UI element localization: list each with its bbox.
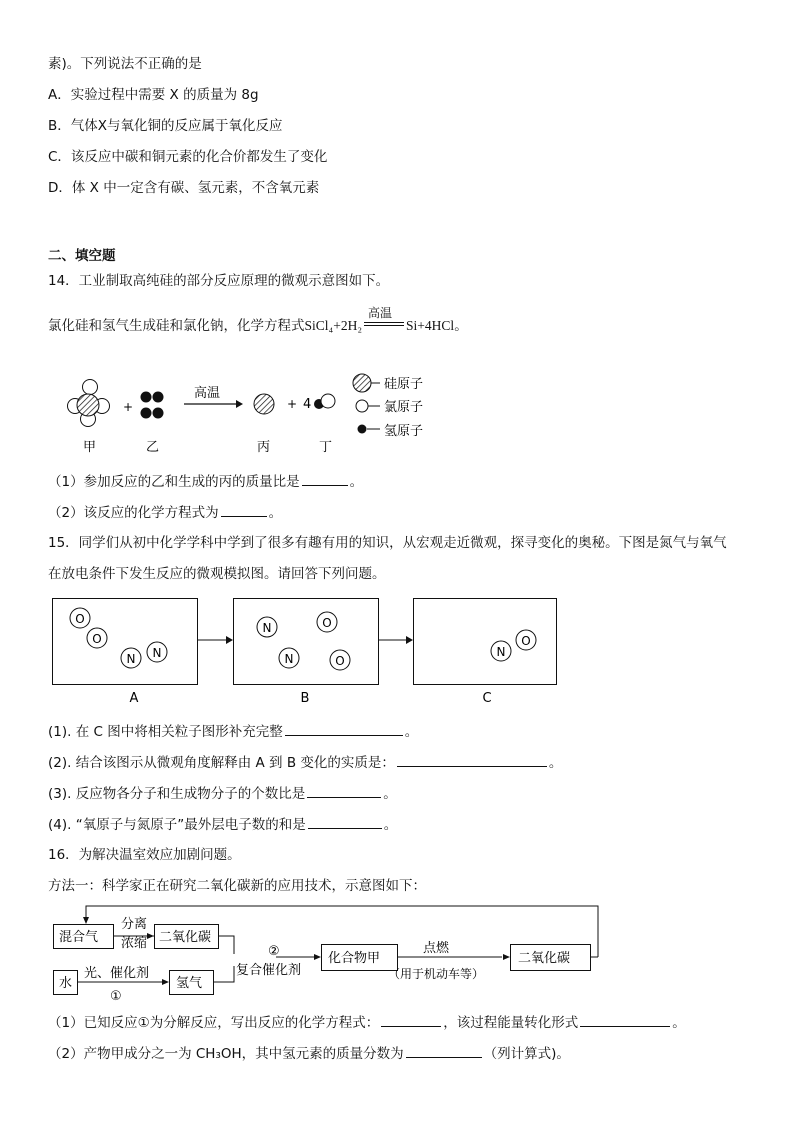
coef-4: 4 <box>303 397 312 412</box>
q16-sub1-blank-1[interactable] <box>381 1013 441 1027</box>
q14-eq-end: 。 <box>454 318 468 334</box>
arrow-icon <box>147 933 154 939</box>
atom-o: O <box>521 634 531 648</box>
ignite-label: 点燃 <box>423 941 450 956</box>
atom-n: N <box>262 621 272 635</box>
q14-eq-condition <box>362 306 406 330</box>
reaction-arrow-icon <box>184 400 243 408</box>
legend <box>353 374 423 439</box>
q16-sub1: （1）已知反应①为分解反应，写出反应的化学方程式： ，该过程能量转化形式 。 <box>48 1015 686 1031</box>
legend-si: 硅原子 <box>384 377 424 392</box>
q14-sub1: （1）参加反应的乙和生成的丙的质量比是 。 <box>48 474 364 490</box>
arrow-icon <box>379 636 413 644</box>
q15-sub4-blank[interactable] <box>308 815 382 829</box>
separate-label: 分离 <box>121 917 148 932</box>
co2-label-1: 二氧化碳 <box>159 930 212 945</box>
box-b <box>234 599 379 685</box>
atom-n: N <box>496 645 506 659</box>
sicl4-molecule <box>68 380 110 427</box>
q14-sub2: （2）该反应的化学方程式为 。 <box>48 505 283 521</box>
composite-catalyst-label: 复合催化剂 <box>236 963 302 978</box>
q15-stem-2: 在放电条件下发生反应的微观模拟图。请回答下列问题。 <box>48 566 386 582</box>
label-yi: 乙 <box>146 440 160 455</box>
q13-option-c: C．该反应中碳和铜元素的化合价都发生了变化 <box>48 149 328 165</box>
q16-stem: 16．为解决温室效应加剧问题。 <box>48 847 241 863</box>
q14-sub2-blank[interactable] <box>221 503 267 517</box>
section-title: 二、填空题 <box>48 248 116 264</box>
arrow-icon <box>83 917 89 924</box>
atom-n: N <box>284 652 294 666</box>
q13-option-b: B．气体X与氧化铜的反应属于氧化反应 <box>48 118 283 134</box>
vehicle-label: （用于机动车等） <box>388 967 485 981</box>
q14-sub1-blank[interactable] <box>302 472 348 486</box>
arrow-icon <box>314 954 321 960</box>
q14-particle-diagram <box>60 368 460 464</box>
h-legend-icon <box>358 425 367 434</box>
atom-o: O <box>92 632 102 646</box>
q15-sub1-blank[interactable] <box>285 722 403 736</box>
q15-sub1: (1). 在 C 图中将相关粒子图形补充完整 。 <box>48 724 419 740</box>
q16-sub1-blank-2[interactable] <box>580 1013 670 1027</box>
atom-o: O <box>335 654 345 668</box>
compound-label: 化合物甲 <box>328 951 381 966</box>
hcl-molecule <box>314 394 335 409</box>
q16-flow-diagram <box>48 900 608 1005</box>
arrow-icon <box>198 636 233 644</box>
arrow-icon <box>503 954 510 960</box>
atom-n: N <box>152 646 162 660</box>
q16-sub2: （2）产物甲成分之一为 CH₃OH，其中氢元素的质量分数为 （列计算式)。 <box>48 1046 570 1062</box>
si-legend-icon <box>353 374 371 392</box>
concentrate-label: 浓缩 <box>121 936 148 951</box>
mix-gas-label: 混合气 <box>59 930 99 945</box>
water-label: 水 <box>59 976 73 991</box>
q14-eq-cond-text: 高温 <box>368 306 393 320</box>
step-1-label: ① <box>110 989 122 1004</box>
legend-h: 氢原子 <box>384 424 424 439</box>
q14-eq-prefix: 氯化硅和氢气生成硅和氯化钠，化学方程式 <box>48 318 305 334</box>
atom-o: O <box>75 612 85 626</box>
q15-sub4: (4). “氧原子与氮原子”最外层电子数的和是 。 <box>48 817 398 833</box>
plus-2: + <box>287 397 298 411</box>
si-atom <box>254 394 274 414</box>
q14-stem: 14．工业制取高纯硅的部分反应原理的微观示意图如下。 <box>48 273 390 289</box>
step-2-label: ② <box>268 944 280 959</box>
box-a-label: A <box>129 691 139 706</box>
h2-label: 氢气 <box>176 976 203 991</box>
q13-option-a: A．实验过程中需要 X 的质量为 8g <box>48 87 259 103</box>
q16-sub2-blank[interactable] <box>406 1044 482 1058</box>
q14-eq-left: SiCl₄+2H₂ <box>304 318 363 333</box>
q14-arrow-label: 高温 <box>194 386 221 401</box>
atom-n: N <box>126 652 136 666</box>
label-ding: 丁 <box>319 440 333 455</box>
h2-molecules <box>141 392 164 419</box>
q13-option-d: D．体 X 中一定含有碳、氢元素，不含氧元素 <box>48 180 320 196</box>
q15-sub3-blank[interactable] <box>307 784 381 798</box>
q14-equation-line <box>48 306 468 335</box>
q15-stem-1: 15．同学们从初中化学学科中学到了很多有趣有用的知识，从宏观走近微观，探寻变化的奥秘。下图是氮气与氧气 <box>48 535 727 551</box>
q15-sub3: (3). 反应物各分子和生成物分子的个数比是 。 <box>48 786 397 802</box>
arrow-icon <box>162 979 169 985</box>
atom-o: O <box>322 616 332 630</box>
q13-tail: 素)。下列说法不正确的是 <box>48 56 202 72</box>
label-jia: 甲 <box>83 440 97 455</box>
cl-legend-icon <box>356 400 368 412</box>
label-bing: 丙 <box>257 440 271 455</box>
q15-reaction-diagram <box>50 596 562 708</box>
q15-sub2: (2). 结合该图示从微观角度解释由 A 到 B 变化的实质是： 。 <box>48 755 563 771</box>
legend-cl: 氯原子 <box>384 400 424 415</box>
q15-sub2-blank[interactable] <box>397 753 547 767</box>
q14-eq-right: Si+4HCl <box>406 318 455 333</box>
plus-1: + <box>123 400 134 414</box>
box-c-label: C <box>482 691 492 706</box>
q16-method: 方法一：科学家正在研究二氧化碳新的应用技术，示意图如下： <box>48 878 426 894</box>
light-catalyst-label: 光、催化剂 <box>84 966 150 981</box>
box-b-label: B <box>300 691 310 706</box>
co2-label-2: 二氧化碳 <box>518 951 571 966</box>
